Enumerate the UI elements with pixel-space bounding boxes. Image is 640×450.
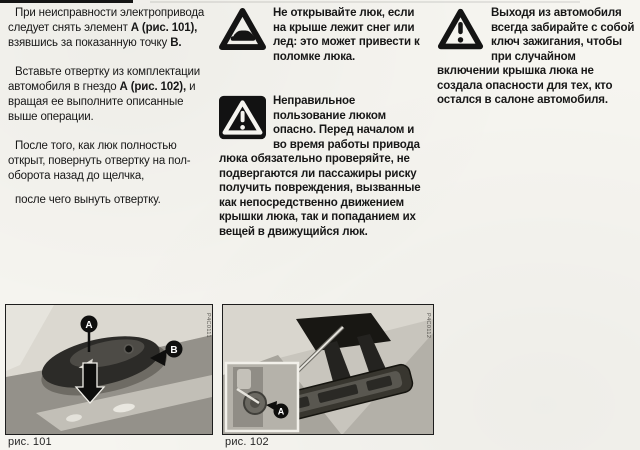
warning-block-snow	[219, 6, 430, 64]
paragraph-remove-tool: после чего вынуть отвертку.	[15, 194, 161, 206]
column-warnings-middle	[219, 6, 430, 269]
text-segment: Вставьте отвертку из комплектации автомобиля в гнездо	[8, 66, 201, 93]
figure-102-photo	[222, 304, 434, 435]
sunroof-hazard-warning-icon	[219, 95, 266, 140]
text-segment: При неисправности электропривода следует снять элемент	[8, 7, 205, 34]
callout-a-label: A	[85, 320, 93, 331]
photo-code: P4C0111	[205, 313, 211, 338]
warning-text: Выходя из автомобиля всегда забирайте с собой ключ зажигания, чтобы при случайном включении крышка люка не создала опасности для тех, кто остался в салоне автомобиля.	[437, 7, 635, 106]
text-segment: взявшись за показанную точку	[8, 37, 171, 49]
figure-101-caption: рис. 101	[8, 436, 52, 448]
scan-artifact-smudge	[150, 1, 580, 3]
paragraph-remove-element	[8, 6, 208, 51]
paragraph-insert-screwdriver	[8, 65, 208, 125]
figure-101-photo	[5, 304, 213, 435]
inset-detail	[226, 363, 298, 431]
callout-a-label: A	[277, 406, 285, 417]
figure-102-caption: рис. 102	[225, 436, 269, 448]
figure-101-illustration	[6, 305, 212, 434]
column-warnings-right	[437, 6, 636, 138]
text-segment-bold: В.	[170, 37, 182, 49]
text-segment-bold: А (рис. 101),	[130, 22, 198, 34]
text-segment: и вращая ее выполните описанные выше операции.	[8, 81, 196, 123]
figure-102-illustration	[223, 305, 433, 434]
text-segment-bold: А (рис. 102),	[119, 81, 187, 93]
column-procedure	[8, 6, 208, 222]
warning-block-ignition-key	[437, 6, 636, 108]
photo-code: P4C0112	[425, 313, 431, 339]
warning-block-hazard	[219, 94, 430, 239]
scan-artifact-bar	[0, 0, 133, 3]
paragraph-turn-back: После того, как люк полностью открыт, повернуть отвертку на пол-оборота назад до щелчка,	[8, 140, 191, 182]
warning-text: Не открывайте люк, если на крыше лежит снег или лед: это может привести к поломке люка.	[273, 7, 420, 63]
snow-on-roof-warning-icon	[219, 7, 266, 52]
warning-text: Неправильное пользование люком опасно. Перед началом и во время работы привода люка обязательно проверяйте, не подвергаются ли пассажиры риску получить повреждения, вызванные как непосредственно движением крышки люка, так и попаданием их вещей в движущийся люк.	[219, 95, 421, 238]
ignition-key-warning-icon	[437, 7, 484, 52]
callout-b-label: B	[170, 345, 178, 356]
